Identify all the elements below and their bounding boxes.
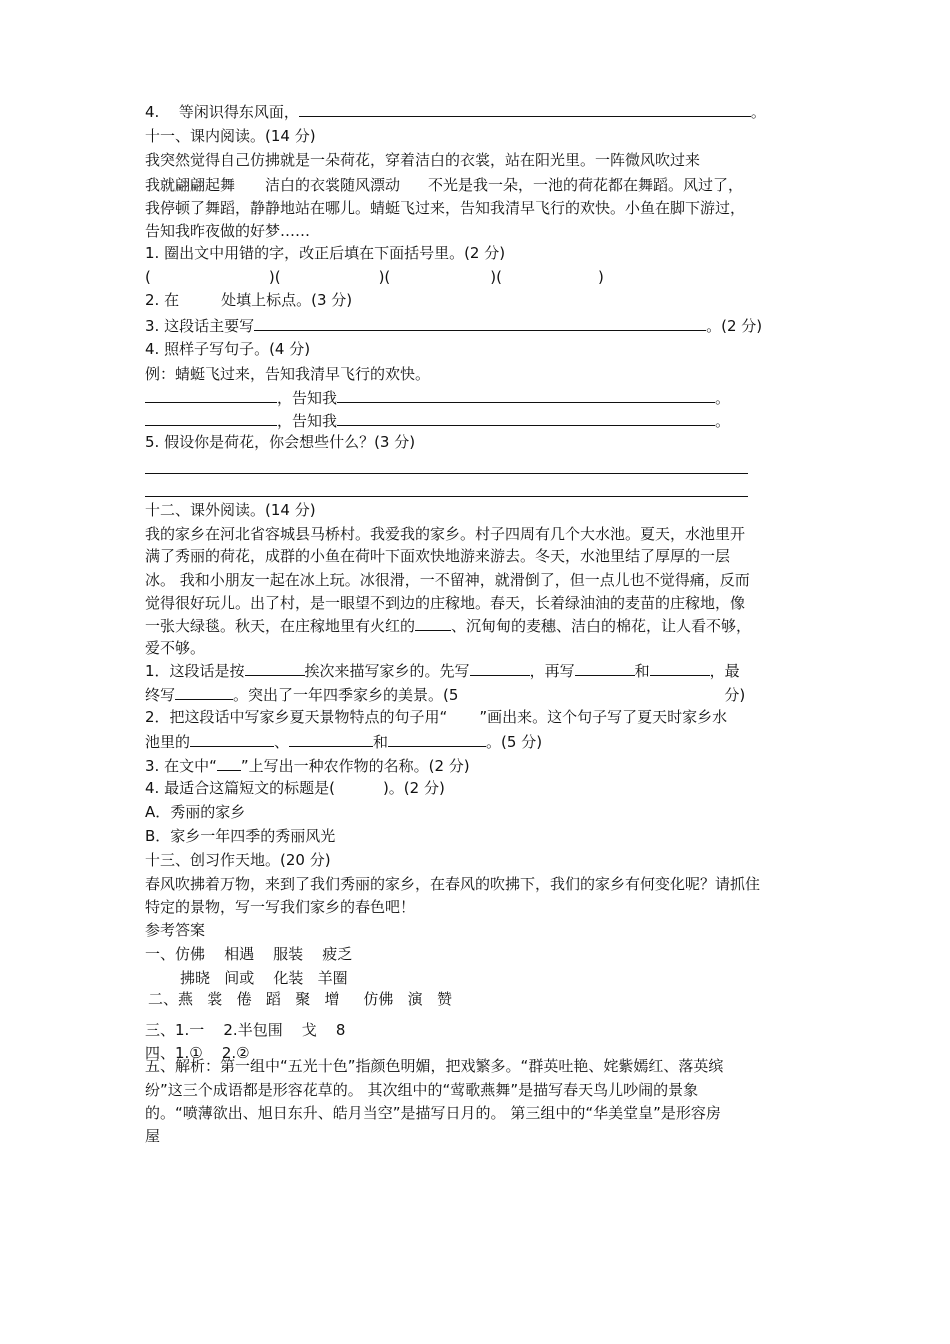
passage-segment: 不光是我一朵，一池的荷花都在舞蹈。风过了， xyxy=(428,176,744,194)
question-text: 。(5 分) xyxy=(486,733,543,751)
answer-line-1: 一、仿佛 相遇 服装 疲乏 xyxy=(145,945,353,963)
answer-line-5: 纷”这三个成语都是形容花草的。 其次组中的“莺歌燕舞”是描写春天鸟儿吵闹的景象 xyxy=(145,1081,699,1099)
passage-line xyxy=(145,615,751,637)
imitation-line-1 xyxy=(145,387,730,409)
question-text: 。突出了一年四季家乡的美景。(5 xyxy=(233,686,459,704)
question-text: ，最 xyxy=(709,662,740,680)
answer-blank[interactable] xyxy=(175,684,233,700)
answer-blank[interactable] xyxy=(337,410,715,426)
passage-line: 我停顿了舞蹈，静静地站在哪儿。蜻蜓飞过来，告知我清早飞行的欢快。小鱼在脚下游过， xyxy=(145,199,746,217)
question-text: ，告知我 xyxy=(277,412,338,430)
answer-blank[interactable] xyxy=(575,660,635,676)
passage-line: 满了秀丽的荷花，成群的小鱼在荷叶下面欢快地游来游去。冬天，水池里结了厚厚的一层 xyxy=(145,547,731,565)
imitation-line-2 xyxy=(145,410,730,432)
section-12-heading: 十二、课外阅读。(14 分) xyxy=(145,501,316,519)
example-sentence: 例：蜻蜓飞过来，告知我清早飞行的欢快。 xyxy=(145,365,431,383)
option-b: B．家乡一年四季的秀丽风光 xyxy=(145,827,336,845)
passage-segment: 、沉甸甸的麦穗、洁白的棉花，让人看不够， xyxy=(451,617,752,635)
section-11-heading: 十一、课内阅读。(14 分) xyxy=(145,127,316,145)
passage-line: 觉得很好玩儿。出了村，是一眼望不到边的庄稼地。春天，长着绿油油的麦苗的庄稼地，像 xyxy=(145,594,746,612)
prompt-line: 特定的景物，写一写我们家乡的春色吧！ xyxy=(145,898,416,916)
answer-line-1b: 拂晓 间或 化装 羊圈 xyxy=(180,969,348,987)
prompt-line: 春风吹拂着万物，来到了我们秀丽的家乡，在春风的吹拂下，我们的家乡有何变化呢？请抓住 xyxy=(145,875,761,893)
question-text: 3. 这段话主要写 xyxy=(145,317,255,335)
question-text: 和 xyxy=(373,733,389,751)
answer-blank[interactable] xyxy=(217,755,241,771)
answer-blank[interactable] xyxy=(145,410,277,426)
question-text: 2. 在 xyxy=(145,291,180,309)
answer-blank[interactable] xyxy=(470,660,530,676)
question-text: 。 xyxy=(715,389,731,407)
answer-blank[interactable] xyxy=(337,387,715,403)
bracket-mid: )( xyxy=(490,268,503,286)
question-text: 终写 xyxy=(145,686,176,704)
option-a: A．秀丽的家乡 xyxy=(145,803,246,821)
answer-blank[interactable] xyxy=(299,101,751,117)
poem-item-text: 等闲识得东风面， xyxy=(178,103,299,121)
question-text: ”画出来。这个句子写了夏天时家乡水 xyxy=(479,708,728,726)
question-12-1 xyxy=(145,660,740,682)
question-text: 2．把这段话中写家乡夏天景物特点的句子用“ xyxy=(145,708,448,726)
answer-blank[interactable] xyxy=(254,315,706,331)
question-11-2 xyxy=(145,290,352,311)
question-text: 。 xyxy=(715,412,731,430)
question-text: 。(2 分) xyxy=(706,317,763,335)
passage-line: 我突然觉得自己仿拂就是一朵荷花，穿着洁白的衣裳，站在阳光里。一阵微风吹过来 xyxy=(145,151,701,169)
passage-line: 我的家乡在河北省容城县马桥村。我爱我的家乡。村子四周有几个大水池。夏天，水池里开 xyxy=(145,525,746,543)
answer-blank[interactable] xyxy=(650,660,710,676)
question-text: 处填上标点。(3 分) xyxy=(221,291,353,309)
poem-item-num: 4. xyxy=(145,103,160,121)
passage-line: 告知我昨夜做的好梦…… xyxy=(145,222,311,240)
passage-segment: 我就翩翩起舞 xyxy=(145,176,236,194)
answer-blank[interactable] xyxy=(415,615,451,631)
question-11-1: 1. 圈出文中用错的字，改正后填在下面括号里。(2 分) xyxy=(145,244,506,262)
passage-segment: 一张大绿毯。秋天，在庄稼地里有火红的 xyxy=(145,617,416,635)
question-12-3 xyxy=(145,755,470,777)
question-text: ，告知我 xyxy=(277,389,338,407)
passage-segment: 洁白的衣裳随风漂动 xyxy=(265,176,401,194)
poem-item-end: 。 xyxy=(750,103,766,121)
passage-line xyxy=(145,175,743,196)
answer-line-3: 三、1.一 2.半包围 戈 8 xyxy=(145,1021,346,1039)
answer-line-5: 五、解析：第一组中“五光十色”指颜色明媚，把戏繁多。“群英吐艳、姹紫嫣红、落英缤 xyxy=(145,1057,724,1075)
answer-line[interactable] xyxy=(145,496,748,497)
question-text: 挨次来描写家乡的。先写 xyxy=(304,662,470,680)
poem-item-4 xyxy=(145,101,766,123)
question-12-2-cont xyxy=(145,731,542,753)
question-11-5: 5. 假设你是荷花，你会想些什么？(3 分) xyxy=(145,433,416,451)
question-text: ，再写 xyxy=(529,662,575,680)
question-11-3 xyxy=(145,315,762,337)
question-text: ”上写出一种农作物的名称。(2 分) xyxy=(240,757,470,775)
answer-brackets xyxy=(145,267,604,288)
answer-blank[interactable] xyxy=(245,660,305,676)
question-text: 池里的 xyxy=(145,733,191,751)
bracket-close: ) xyxy=(598,268,604,286)
passage-line: 爱不够。 xyxy=(145,639,206,657)
bracket-open: ( xyxy=(145,268,151,286)
answer-blank[interactable] xyxy=(190,731,274,747)
question-text: 分) xyxy=(724,686,746,704)
question-text: )。(2 分) xyxy=(382,779,445,797)
question-text: 1．这段话是按 xyxy=(145,662,245,680)
answer-line-5: 屋 xyxy=(145,1127,161,1145)
section-13-heading: 十三、创习作天地。(20 分) xyxy=(145,851,331,869)
answer-line-4: 四、1.① 2.② xyxy=(145,1044,250,1062)
answer-blank[interactable] xyxy=(145,387,277,403)
bracket-mid: )( xyxy=(378,268,391,286)
question-text: 和 xyxy=(634,662,650,680)
passage-line: 冰。 我和小朋友一起在冰上玩。冰很滑，一不留神，就滑倒了，但一点儿也不觉得痛，反而 xyxy=(145,571,750,589)
answer-line-2: 二、燕 裳 倦 蹈 聚 增 仿佛 演 赞 xyxy=(148,990,452,1008)
question-12-2 xyxy=(145,707,727,728)
answer-blank[interactable] xyxy=(388,731,486,747)
bracket-mid: )( xyxy=(268,268,281,286)
question-12-4 xyxy=(145,778,445,799)
question-11-4: 4. 照样子写句子。(4 分) xyxy=(145,340,311,358)
answer-blank[interactable] xyxy=(289,731,373,747)
question-text: 4. 最适合这篇短文的标题是( xyxy=(145,779,335,797)
answers-title: 参考答案 xyxy=(145,921,206,939)
question-text: 3. 在文中“ xyxy=(145,757,217,775)
question-text: 、 xyxy=(274,733,290,751)
answer-line[interactable] xyxy=(145,473,748,474)
question-12-1-cont xyxy=(145,684,745,706)
answer-line-5: 的。“喷薄欲出、旭日东升、皓月当空”是描写日月的。 第三组中的“华美堂皇”是形容房 xyxy=(145,1104,721,1122)
